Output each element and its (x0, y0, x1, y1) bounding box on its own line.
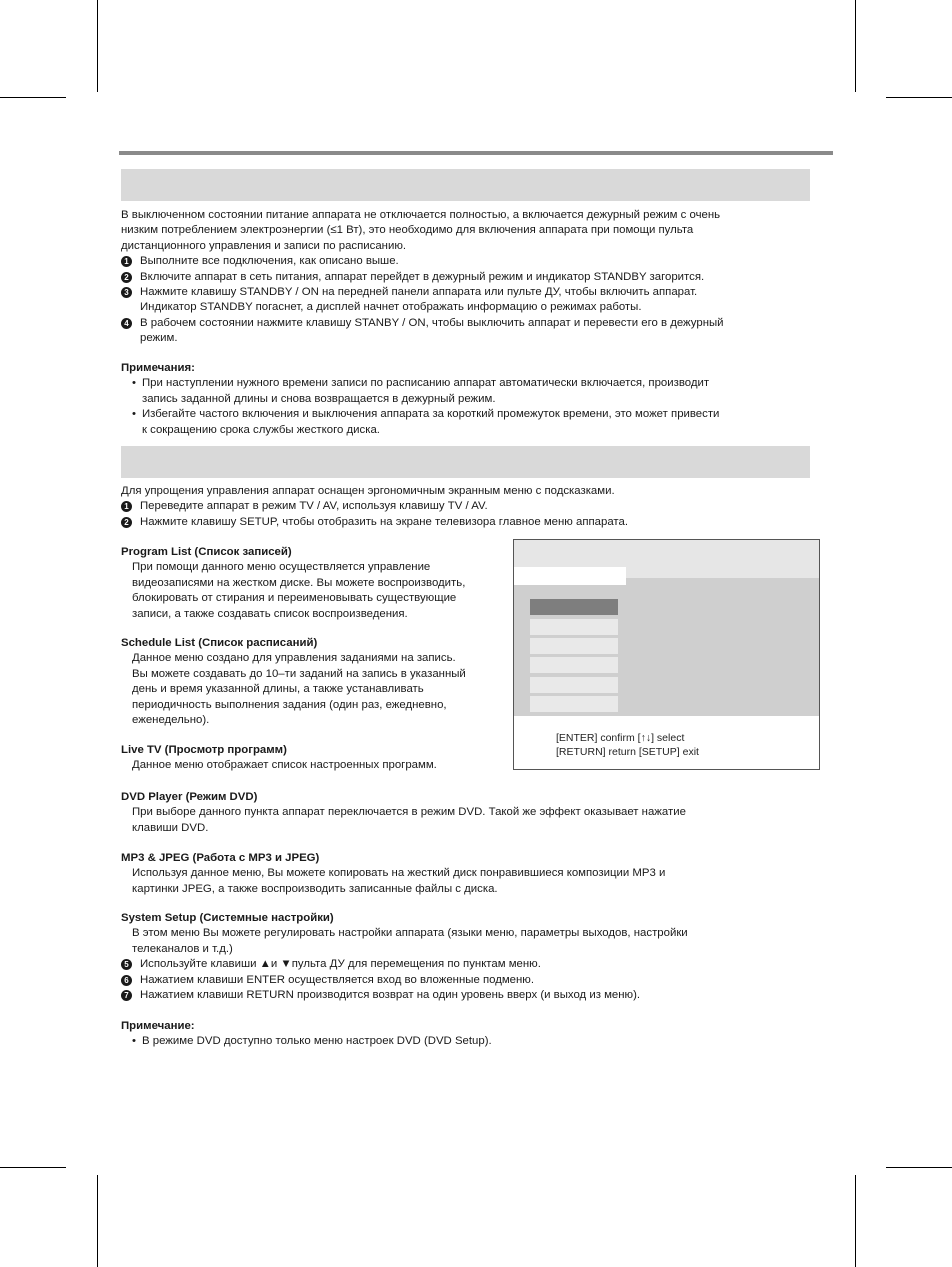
intro-line: низким потреблением электроэнергии (≤1 Вт), это необходимо для включения аппарата при помощи пульта (121, 224, 694, 237)
step-text: Используйте клавиши ▲и ▼пульта ДУ для перемещения по пунктам меню. (140, 958, 541, 971)
note-text: к сокращению срока службы жесткого диска. (142, 423, 380, 436)
step-text: Нажмите клавишу SETUP, чтобы отобразить на экране телевизора главное меню аппарата. (140, 515, 629, 528)
step-text: Переведите аппарат в режим TV / AV, используя клавишу TV / AV. (140, 500, 488, 513)
desc-line: Вы можете создавать до 10–ти заданий на запись в указанный (132, 667, 466, 680)
osd-menu-item (530, 638, 618, 654)
desc-line: В этом меню Вы можете регулировать настройки аппарата (языки меню, параметры выходов, настройки (132, 927, 688, 940)
step-2 (121, 270, 811, 285)
step-text: Нажатием клавиши RETURN производится возврат на один уровень вверх (и выход из меню). (140, 989, 641, 1002)
notes-title: Примечания: (121, 362, 195, 374)
schedule-list-desc (121, 636, 511, 728)
item-title: Program List (Список записей) (121, 546, 292, 558)
osd-menu-item-selected (530, 599, 618, 615)
step-number-badge: 7 (121, 990, 132, 1001)
step-4 (121, 316, 811, 347)
header-rule (119, 151, 833, 155)
step-text: Индикатор STANDBY погаснет, а дисплей начнет отображать информацию о режимах работы. (140, 301, 642, 314)
section-header-band-2 (121, 446, 810, 478)
note-item (121, 376, 811, 407)
crop-mark (855, 1175, 856, 1267)
crop-mark (97, 0, 98, 92)
item-title: Live TV (Просмотр программ) (121, 744, 287, 756)
step-number-badge: 2 (121, 517, 132, 528)
crop-mark (886, 97, 952, 98)
final-note (121, 1019, 811, 1050)
osd-menu-item (530, 696, 618, 712)
step-1 (121, 499, 811, 514)
desc-line: телеканалов и т.д.) (132, 942, 233, 955)
step-number-badge: 1 (121, 501, 132, 512)
section-header-band-1 (121, 169, 810, 201)
step-text: режим. (140, 332, 178, 345)
step-text: Включите аппарат в сеть питания, аппарат перейдет в дежурный режим и индикатор STANDBY загорится. (140, 270, 705, 283)
step-text: Нажмите клавишу STANDBY / ON на передней панели аппарата или пульте ДУ, чтобы включить аппарат. (140, 286, 698, 299)
step-number-badge: 2 (121, 272, 132, 283)
step-1 (121, 254, 811, 269)
note-text: При наступлении нужного времени записи по расписанию аппарат автоматически включается, производит (142, 377, 710, 390)
crop-mark (0, 1167, 66, 1168)
step-number-badge: 4 (121, 318, 132, 329)
live-tv-desc (121, 743, 511, 774)
dvd-player-desc (121, 790, 811, 836)
step-5 (121, 957, 811, 972)
osd-menu-item (530, 677, 618, 693)
desc-line: записи, а также создавать список воспроизведения. (132, 607, 408, 620)
step-number-badge: 6 (121, 975, 132, 986)
step-number-badge: 3 (121, 287, 132, 298)
step-3 (121, 285, 811, 316)
item-title: Schedule List (Список расписаний) (121, 637, 318, 649)
crop-mark (855, 0, 856, 92)
desc-line: блокировать от стирания и переименовывать существующие (132, 592, 457, 605)
osd-menu-screenshot (513, 539, 820, 770)
notes-block (121, 361, 811, 438)
section-1-body (121, 208, 811, 347)
desc-line: Данное меню отображает список настроенных программ. (132, 759, 437, 772)
item-title: MP3 & JPEG (Работа с MP3 и JPEG) (121, 852, 320, 864)
step-text: Выполните все подключения, как описано выше. (140, 255, 399, 268)
step-2 (121, 515, 811, 530)
step-text: Нажатием клавиши ENTER осуществляется вход во вложенные подменю. (140, 973, 535, 986)
intro-line: В выключенном состоянии питание аппарата не отключается полностью, а включается дежурный режим с очень (121, 209, 721, 221)
desc-line: Данное меню создано для управления заданиями на запись. (132, 652, 456, 665)
step-7 (121, 988, 811, 1003)
item-title: DVD Player (Режим DVD) (121, 791, 258, 803)
intro-line: Для упрощения управления аппарат оснащен эргономичным экранным меню с подсказками. (121, 485, 615, 497)
step-6 (121, 973, 811, 988)
crop-mark (97, 1175, 98, 1267)
desc-line: При выборе данного пункта аппарат переключается в режим DVD. Такой же эффект оказывает нажатие (132, 806, 686, 819)
note-item (121, 407, 811, 438)
note-title: Примечание: (121, 1020, 195, 1032)
intro-line: дистанционного управления и записи по расписанию. (121, 239, 407, 252)
desc-line: видеозаписями на жестком диске. Вы можете воспроизводить, (132, 576, 466, 589)
step-number-badge: 1 (121, 256, 132, 267)
step-number-badge: 5 (121, 959, 132, 970)
desc-line: Используя данное меню, Вы можете копировать на жесткий диск понравившиеся композиции MP3 и (132, 867, 666, 880)
osd-menu-item (530, 619, 618, 635)
system-setup-desc (121, 911, 811, 1003)
desc-line: периодичность выполнения задания (один раз, ежедневно, (132, 698, 447, 711)
desc-line: день и время указанной длины, а также устанавливать (132, 683, 424, 696)
section-2-intro (121, 484, 811, 530)
desc-line: картинки JPEG, а также воспроизводить записанные файлы с диска. (132, 882, 498, 895)
osd-hint-line: [ENTER] confirm [↑↓] select (556, 732, 685, 744)
note-text: В режиме DVD доступно только меню настроек DVD (DVD Setup). (142, 1035, 492, 1048)
osd-tab (514, 567, 626, 585)
bullet-icon: • (132, 377, 136, 390)
desc-line: При помощи данного меню осуществляется управление (132, 561, 431, 574)
osd-menu-item (530, 657, 618, 673)
bullet-icon: • (132, 1035, 136, 1048)
bullet-icon: • (132, 408, 136, 421)
crop-mark (0, 97, 66, 98)
osd-hint-line: [RETURN] return [SETUP] exit (556, 746, 699, 758)
desc-line: клавиши DVD. (132, 821, 209, 834)
note-text: запись заданной длины и снова возвращается в дежурный режим. (142, 392, 496, 405)
desc-line: еженедельно). (132, 714, 210, 727)
note-text: Избегайте частого включения и выключения аппарата за короткий промежуток времени, это может привести (142, 408, 720, 421)
note-item (121, 1034, 811, 1049)
mp3-jpeg-desc (121, 851, 811, 897)
program-list-desc (121, 545, 511, 622)
crop-mark (886, 1167, 952, 1168)
step-text: В рабочем состоянии нажмите клавишу STANBY / ON, чтобы выключить аппарат и перевести его в дежурный (140, 316, 724, 329)
item-title: System Setup (Системные настройки) (121, 912, 334, 924)
osd-hint (556, 731, 699, 759)
